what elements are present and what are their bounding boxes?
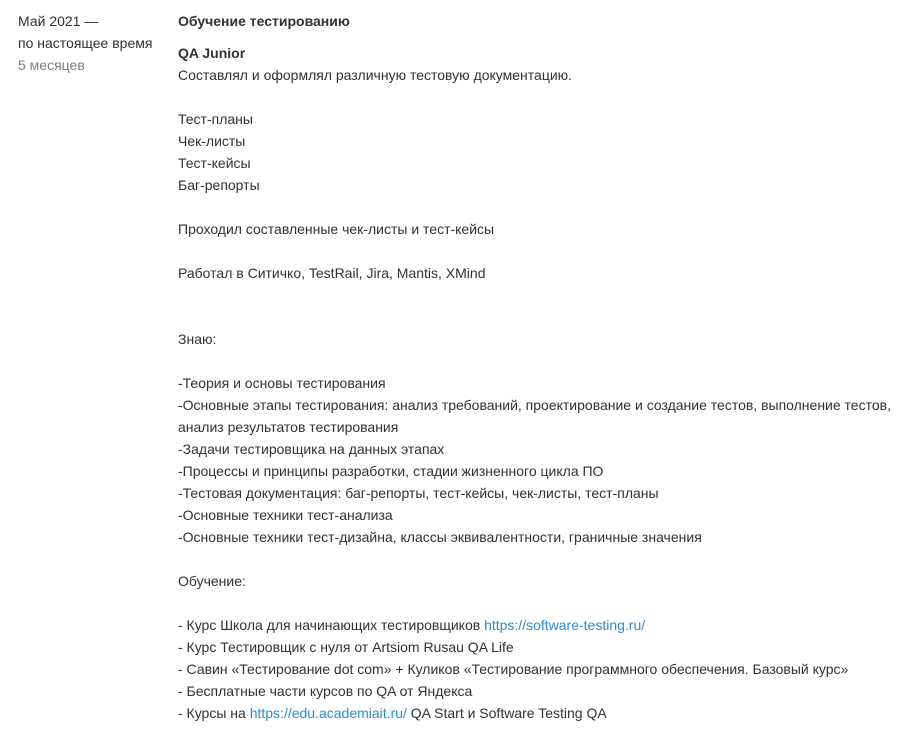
description-line <box>178 130 908 152</box>
description-line <box>178 570 908 592</box>
experience-period <box>18 10 168 76</box>
description-text: Тест-кейсы <box>178 155 251 171</box>
description-text: Проходил составленные чек-листы и тест-кейсы <box>178 221 495 237</box>
description-line <box>178 680 908 702</box>
description-line <box>178 702 908 724</box>
description-text: -Процессы и принципы разработки, стадии жизненного цикла ПО <box>178 463 604 479</box>
description-text: -Тестовая документация: баг-репорты, тест-кейсы, чек-листы, тест-планы <box>178 485 659 501</box>
description-line <box>178 306 908 328</box>
description-line <box>178 174 908 196</box>
description-line <box>178 460 908 482</box>
period-duration: 5 месяцев <box>18 57 85 73</box>
description-line <box>178 328 908 350</box>
description-line <box>178 548 908 570</box>
description-line <box>178 614 908 636</box>
description-line <box>178 218 908 240</box>
description-line <box>178 86 908 108</box>
course-link[interactable]: https://edu.academiait.ru/ <box>249 705 407 721</box>
period-start: Май 2021 — <box>18 13 99 29</box>
description-line <box>178 196 908 218</box>
description-text: -Задачи тестировщика на данных этапах <box>178 441 445 457</box>
description-text: Обучение: <box>178 573 246 589</box>
description-text: -Основные техники тест-дизайна, классы эквивалентности, граничные значения <box>178 529 702 545</box>
description-text: Знаю: <box>178 331 217 347</box>
description-text: Составлял и оформлял различную тестовую документацию. <box>178 67 573 83</box>
description-line <box>178 372 908 394</box>
description-line <box>178 394 908 416</box>
description-line <box>178 636 908 658</box>
description-text: -Теория и основы тестирования <box>178 375 386 391</box>
description-line <box>178 658 908 680</box>
description-text-after: QA Start и Software Testing QA <box>406 705 607 721</box>
description-text: Чек-листы <box>178 133 246 149</box>
position-title: QA Junior <box>178 45 246 61</box>
course-link[interactable]: https://software-testing.ru/ <box>484 617 646 633</box>
description-text: - Курс Школа для начинающих тестировщиков <box>178 617 485 633</box>
description-text: Тест-планы <box>178 111 253 127</box>
description-line <box>178 504 908 526</box>
description-text: - Курсы на <box>178 705 250 721</box>
experience-description <box>178 64 908 724</box>
description-text: анализ результатов тестирования <box>178 419 399 435</box>
description-line <box>178 482 908 504</box>
description-text: - Курс Тестировщик с нуля от Artsiom Rusau QA Life <box>178 639 514 655</box>
description-text: -Основные техники тест-анализа <box>178 507 393 523</box>
description-text: - Савин «Тестирование dot com» + Куликов «Тестирование программного обеспечения. Базовый курс» <box>178 661 849 677</box>
description-line <box>178 592 908 614</box>
description-line <box>178 526 908 548</box>
description-text: -Основные этапы тестирования: анализ требований, проектирование и создание тестов, выполнение тестов, <box>178 397 891 413</box>
experience-content <box>178 10 908 724</box>
description-line <box>178 240 908 262</box>
company-name: Обучение тестированию <box>178 13 350 29</box>
description-line <box>178 438 908 460</box>
description-line <box>178 262 908 284</box>
description-line <box>178 350 908 372</box>
description-line <box>178 284 908 306</box>
description-line <box>178 152 908 174</box>
period-end: по настоящее время <box>18 35 153 51</box>
description-line <box>178 64 908 86</box>
description-text: Баг-репорты <box>178 177 260 193</box>
description-line <box>178 108 908 130</box>
description-text: Работал в Ситичко, TestRail, Jira, Mantis, XMind <box>178 265 486 281</box>
description-line <box>178 416 908 438</box>
description-text: - Бесплатные части курсов по QA от Яндекса <box>178 683 473 699</box>
